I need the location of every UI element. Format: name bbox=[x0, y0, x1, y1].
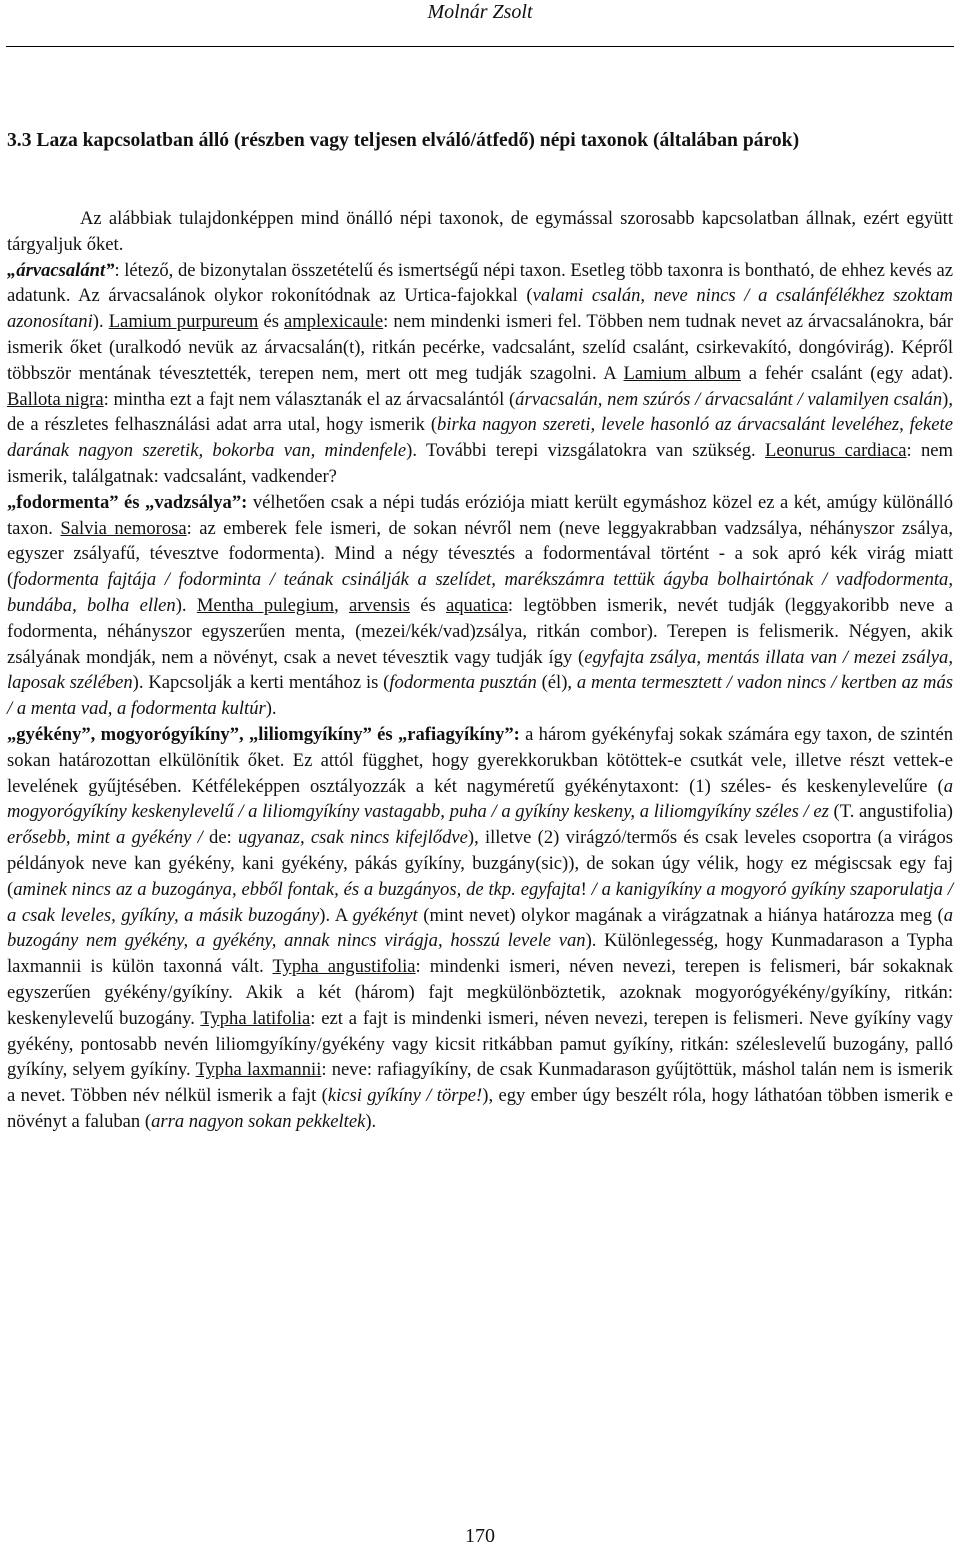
paragraph-gyekeny: „gyékény”, mogyorógyíkíny”, „liliomgyíkíny” és „rafiagyíkíny”: a három gyékényfaj sokak számára egy taxon, de szintén sokan határozottan elkülönítik őket. Ez attól függhet, hogy gyerekkorukban kötöttek-e csutkát vele, illetve részt vettek-e levelének gyűjtésében. Kétféleképpen osztályozzák a két nagyméretű gyékénytaxont: (1) széles- és keskenylevelűre (a mogyorógyíkíny keskenylevelű / a liliomgyíkíny vastagabb, puha / a gyíkíny keskeny, a liliomgyíkíny széles / ez (T. angustifolia) erősebb, mint a gyékény / de: ugyanaz, csak nincs kifejlődve), illetve (2) virágzó/termős és csak leveles csoportra (a virágos példányok neve kan gyékény, kani gyékény, pákás gyíkíny, buzgány(sic)), de sokan úgy vélik, hogy ez mégiscsak egy faj (aminek nincs az a buzogánya, ebből fontak, és a buzgányos, de tkp. egyfajta! / a kanigyíkíny a mogyoró gyíkíny szaporulatja / a csak leveles, gyíkíny, a másik buzogány). A gyékényt (mint nevet) olykor magának a virágzatnak a hiánya határozza meg (a buzogány nem gyékény, a gyékény, annak nincs virágja, hosszú levele van). Különlegesség, hogy Kunmadarason a Typha laxmannii is külön taxonná vált. Typha angustifolia: mindenki ismeri, néven nevezi, terepen is felismeri, bár sokaknak egyszerűen gyékény/gyíkíny. Akik a két (három) fajt megkülönböztetik, azoknak mogyorógyékény/gyíkíny, ritkán: keskenylevelű buzogány. Typha latifolia: ezt a fajt is mindenki ismeri, néven nevezi, terepen is felismeri. Neve gyíkíny vagy gyékény, pontosabb nevén liliomgyíkíny/gyékény vagy kicsit ritkábban pamut gyíkíny, ritkán: széleslevelű buzogány, palló gyíkíny, selyem gyíkíny. Typha laxmannii: neve: rafiagyíkíny, de csak Kunmadarason gyűjtöttük, máshol talán nem is ismerik a nevet. Többen név nélkül ismerik a fajt (kicsi gyíkíny / törpe!), egy ember úgy beszélt róla, hogy láthatóan többen ismerik e növényt a faluban (arra nagyon sokan pekkeltek). bbox=[7, 723, 954, 1132]
paragraph-arvacsalan: „árvacsalánt”: létező, de bizonytalan összetételű és ismertségű népi taxon. Esetleg több taxonra is bontható, de ehhez kevés az adatunk. Az árvacsalánok olykor rokonítódnak az Urtica-fajokkal (valami csalán, neve nincs / a csalánfélékhez szoktam azonosítani). Lamium purpureum és amplexicaule: nem mindenki ismeri fel. Többen nem tudnak nevet az árvacsalánokra, bár ismerik őket (uralkodó nevük az árvacsalán(t), ritkán pecérke, vadcsalánt, szelíd csalánt, csirkevakító, dongóvirág). Képről többször mentának tévesztették, terepen nem, mert ott meg tudják szagolni. A Lamium album a fehér csalánt (egy adat). Ballota nigra: mintha ezt a fajt nem választanák el az árvacsalántól (árvacsalán, nem szúrós / árvacsalánt / valamilyen csalán), de a részletes felhasználási adat arra utal, hogy ismerik (birka nagyon szereti, levele hasonló az árvacsalánt leveléhez, fekete darának nagyon szeretik, bokorba van, mindenfele). További terepi vizsgálatokra van szükség. Leonurus cardiaca: nem ismerik, találgatnak: vadcsalánt, vadkender? bbox=[7, 259, 954, 487]
species-name: Mentha pulegium bbox=[196, 594, 335, 616]
species-name: Lamium purpureum bbox=[108, 311, 259, 333]
body-text bbox=[7, 206, 953, 1135]
informant-quote: valami csalán, neve nincs / a csalánfélékhez szoktam azonosítani bbox=[7, 285, 953, 333]
informant-quote: aminek nincs az a buzogánya, ebből fontak, és a buzgányos, de tkp. egyfajta bbox=[13, 878, 581, 900]
informant-quote: a mogyorógyíkíny keskenylevelű / a liliomgyíkíny vastagabb, puha / a gyíkíny keskeny, a liliomgyíkíny széles / ez bbox=[7, 775, 953, 823]
running-header-author: Molnár Zsolt bbox=[427, 1, 533, 23]
paragraph-fodormenta: „fodormenta” és „vadzsálya”: vélhetően csak a népi tudás eróziója miatt került egymáshoz közel ez a két, amúgy különálló taxon. Salvia nemorosa: az emberek fele ismeri, de sokan névről nem (neve leggyakrabban vadzsálya, néhányszor zsálya, egyszer zsályafű, tévesztve fodormenta). Mind a négy tévesztés a fodormentával történt - a sok apró kék virág miatt (fodormenta fajtája / fodorminta / teának csinálják a szelídet, marékszámra tettük ágyba bolhairtónak / vadfodormenta, bundába, bolha ellen). Mentha pulegium, arvensis és aquatica: legtöbben ismerik, nevét tudják (leggyakoribb neve a fodormenta, néhányszor egyszerűen menta, (mezei/kék/vad)zsálya, ritkán combor). Terepen is felismerik. Négyen, akik zsályának mondják, nem a növényt, csak a nevet tévesztik vagy tudják így (egyfajta zsálya, mentás illata van / mezei zsálya, laposak szélében). Kapcsolják a kerti mentához is (fodormenta pusztán (él), a menta termesztett / vadon nincs / kertben az más / a menta vad, a fodormenta kultúr). bbox=[7, 491, 954, 720]
intro-paragraph: Az alábbiak tulajdonképpen mind önálló népi taxonok, de egymással szorosabb kapcsolatban állnak, ezért együtt tárgyaljuk őket. bbox=[7, 208, 953, 255]
species-name: Salvia nemorosa bbox=[60, 517, 187, 539]
informant-quote: a buzogány nem gyékény, a gyékény, annak nincs virágja, hosszú levele van bbox=[7, 904, 953, 952]
taxon-term: „gyékény”, mogyorógyíkíny”, „liliomgyíkíny” és „rafiagyíkíny”: bbox=[7, 723, 520, 745]
species-name: Leonurus cardiaca bbox=[765, 440, 907, 462]
page-number: 170 bbox=[465, 1525, 495, 1547]
species-name: Lamium album bbox=[623, 362, 741, 384]
informant-quote: ugyanaz, csak nincs kifejlődve bbox=[238, 827, 468, 849]
species-name: amplexicaule bbox=[284, 311, 384, 333]
informant-quote: egyfajta zsálya, mentás illata van / mezei zsálya, laposak szélében bbox=[7, 646, 953, 694]
informant-quote: birka nagyon szereti, levele hasonló az árvacsalánt leveléhez, fekete darának nagyon szeretik, bokorba van, mindenfele bbox=[7, 414, 953, 462]
informant-quote: erősebb, mint a gyékény / bbox=[7, 827, 203, 849]
taxon-term: „fodormenta” és „vadzsálya”: bbox=[7, 491, 248, 513]
species-name: Typha latifolia bbox=[200, 1007, 311, 1029]
informant-quote: kicsi gyíkíny / törpe! bbox=[327, 1085, 483, 1107]
species-name: Typha angustifolia bbox=[272, 956, 416, 978]
species-name: arvensis bbox=[349, 594, 410, 616]
informant-quote: fodormenta fajtája / fodorminta / teának csinálják a szelídet, marékszámra tettük ágyba bolhairtónak / vadfodormenta, bundába, bolha ellen bbox=[7, 569, 953, 616]
informant-quote: a menta termesztett / vadon nincs / kertben az más / a menta vad, a fodormenta kultúr bbox=[7, 672, 953, 720]
informant-quote: árvacsalán, nem szúrós / árvacsalánt / valamilyen csalán bbox=[515, 388, 943, 410]
informant-quote: gyékényt bbox=[352, 904, 418, 926]
species-name: Typha laxmannii bbox=[195, 1059, 322, 1081]
header-rule bbox=[6, 46, 954, 47]
taxon-term: „árvacsalánt” bbox=[7, 259, 115, 281]
species-name: Ballota nigra bbox=[7, 388, 104, 410]
section-heading: 3.3 Laza kapcsolatban álló (részben vagy teljesen elváló/átfedő) népi taxonok (általában párok) bbox=[7, 130, 800, 151]
informant-quote: fodormenta pusztán bbox=[389, 672, 537, 694]
species-name: aquatica bbox=[445, 594, 508, 616]
informant-quote: / a kanigyíkíny a mogyoró gyíkíny szaporulatja / a csak leveles, gyíkíny, a másik buzogány bbox=[7, 878, 953, 926]
informant-quote: arra nagyon sokan pekkeltek bbox=[151, 1110, 366, 1132]
